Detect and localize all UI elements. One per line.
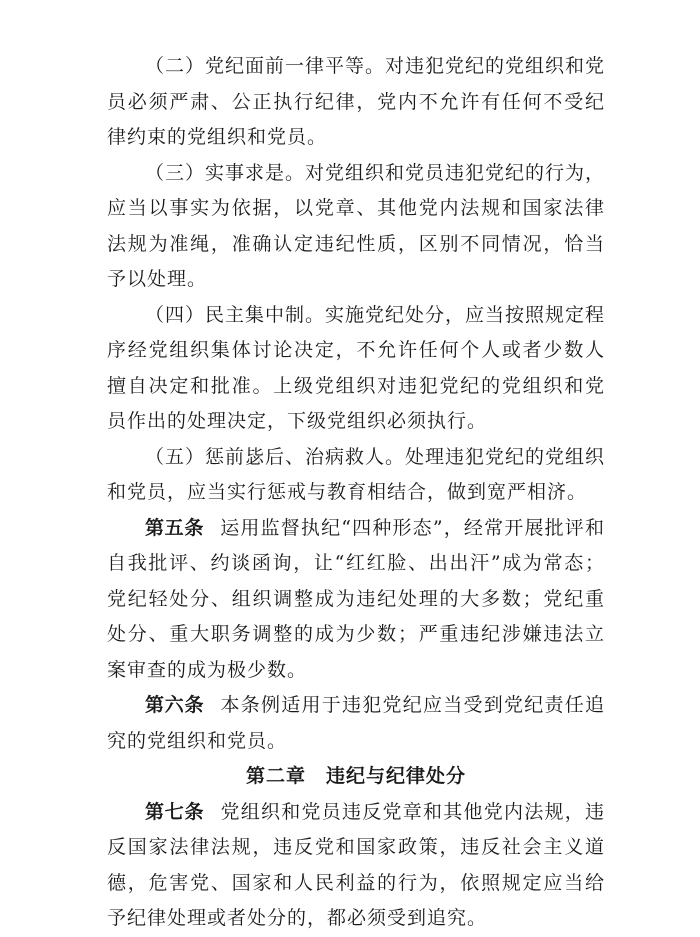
paragraph-principle-education [107,440,605,511]
article-text: 运用监督执纪“四种形态”，经常开展批评和自我批评、约谈函询，让“红红脸、出出汗”成为常态；党纪轻处分、组织调整成为违纪处理的大多数；党纪重处分、重大职务调整的成为少数；严重违纪涉嫌违法立案审查的成为极少数。 [107,516,605,681]
chapter-heading [107,759,605,795]
article-text: 党组织和党员违反党章和其他党内法规，违反国家法律法规，违反党和国家政策，违反社会主义道德，危害党、国家和人民利益的行为，依照规定应当给予纪律处理或者处分的，都必须受到追究。 [107,800,605,929]
article-seven [107,795,605,937]
chapter-title: 违纪与纪律处分 [326,765,467,787]
article-text: 本条例适用于违犯党纪应当受到党纪责任追究的党组织和党员。 [107,694,605,752]
paragraph-text: （四）民主集中制。实施党纪处分，应当按照规定程序经党组织集体讨论决定，不允许任何个人或者少数人擅自决定和批准。上级党组织对违犯党纪的党组织和党员作出的处理决定，下级党组织必须执行。 [107,303,606,432]
article-five [107,511,605,689]
paragraph-text: （五）惩前毖后、治病救人。处理违犯党纪的党组织和党员，应当实行惩戒与教育相结合，做到宽严相济。 [107,445,606,503]
chapter-number: 第二章 [245,765,306,787]
article-number: 第六条 [145,694,205,716]
article-number: 第七条 [145,800,205,823]
article-six [107,688,605,759]
paragraph-text: （二）党纪面前一律平等。对违犯党纪的党组织和党员必须严肃、公正执行纪律，党内不允许有任何不受纪律约束的党组织和党员。 [107,55,606,148]
paragraph-principle-democratic-centralism [107,298,605,440]
article-number: 第五条 [145,516,205,539]
paragraph-principle-facts [107,156,605,298]
paragraph-principle-equality [107,49,605,156]
paragraph-text: （三）实事求是。对党组织和党员违犯党纪的行为，应当以事实为依据，以党章、其他党内法规和国家法律法规为准绳，准确认定违纪性质，区别不同情况，恰当予以处理。 [107,161,606,290]
